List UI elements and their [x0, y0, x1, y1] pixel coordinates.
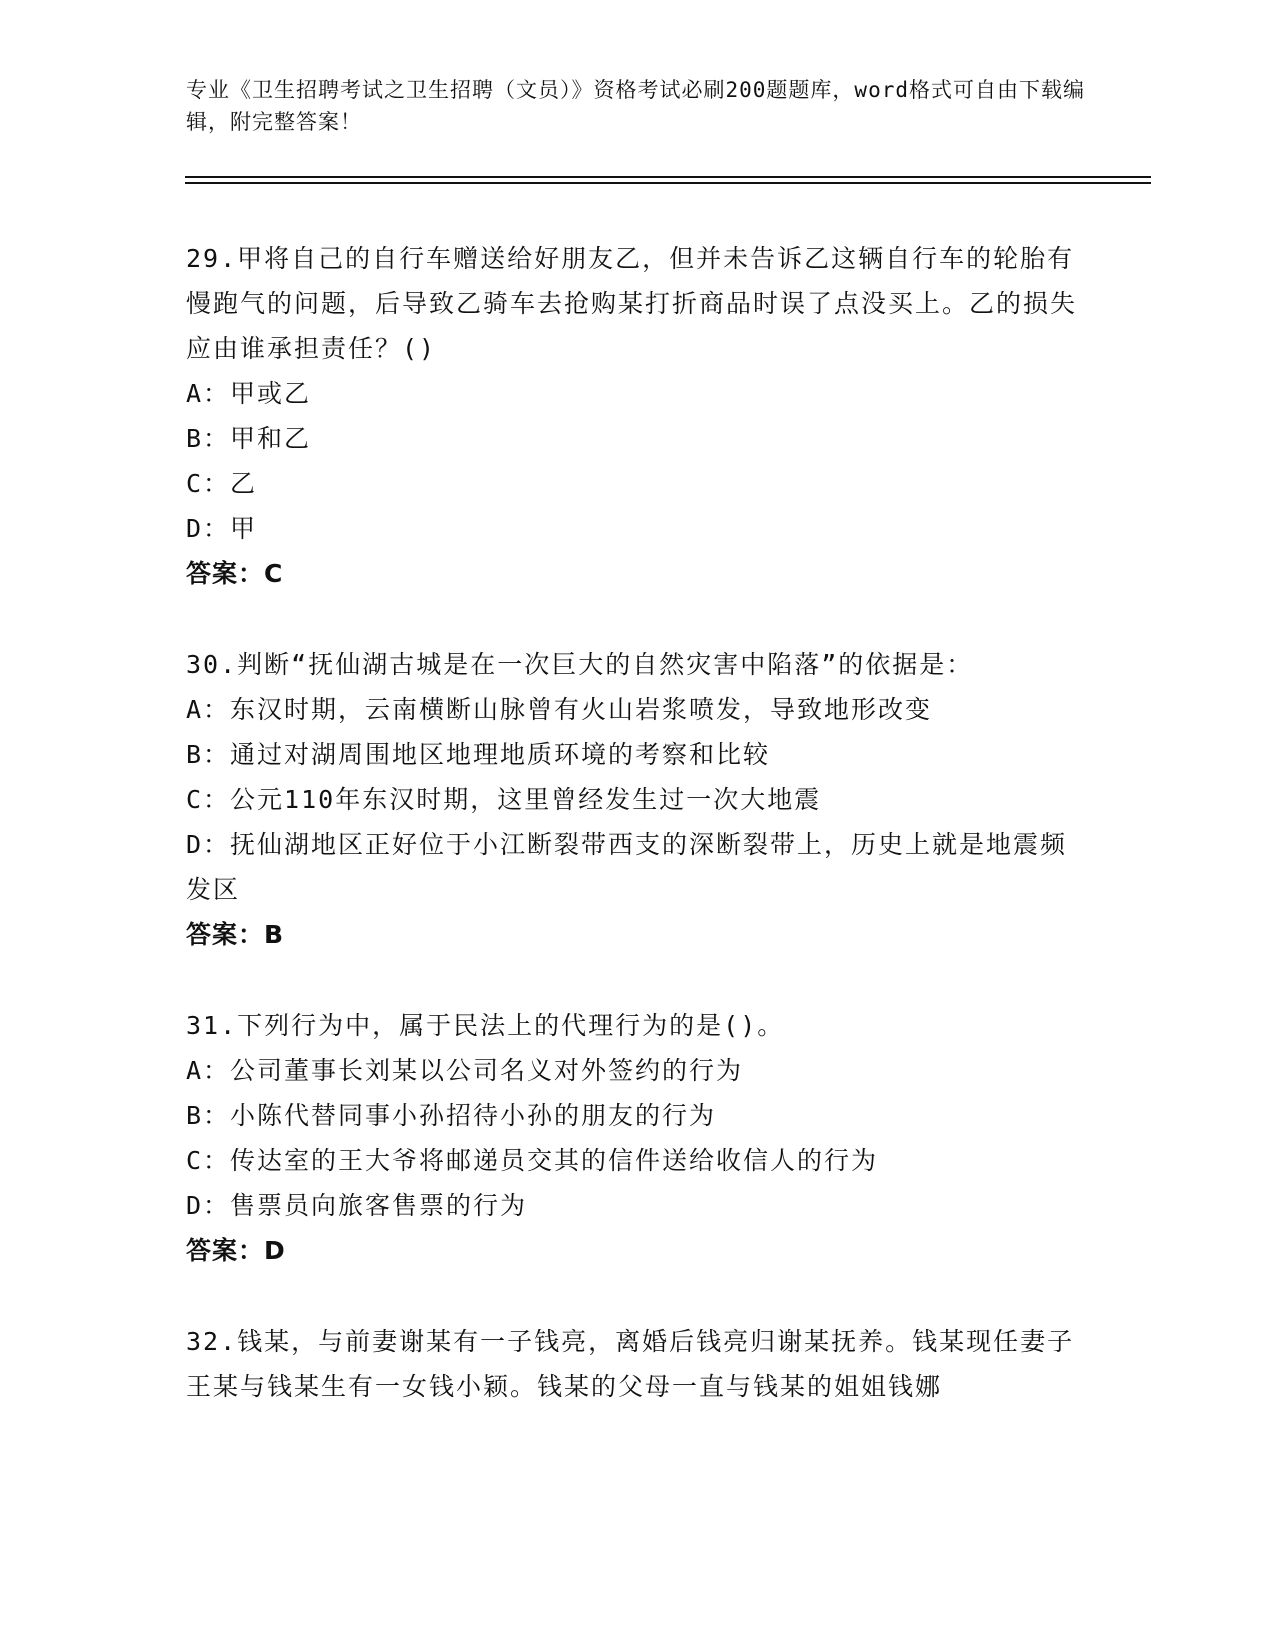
question-text: 29.甲将自己的自行车赠送给好朋友乙，但并未告诉乙这辆自行车的轮胎有慢跑气的问题，后导致乙骑车去抢购某打折商品时误了点没买上。乙的损失应由谁承担责任？(): [186, 244, 1078, 363]
question-30: [186, 642, 1086, 957]
header-divider-bottom: [185, 182, 1151, 184]
option-c: C：传达室的王大爷将邮递员交其的信件送给收信人的行为: [186, 1146, 879, 1175]
option-b: B：甲和乙: [186, 424, 312, 453]
option-b: B：小陈代替同事小孙招待小孙的朋友的行为: [186, 1101, 717, 1130]
option-a: A：东汉时期，云南横断山脉曾有火山岩浆喷发，导致地形改变: [186, 695, 933, 724]
option-a: A：公司董事长刘某以公司名义对外签约的行为: [186, 1056, 744, 1085]
option-b: B：通过对湖周围地区地理地质环境的考察和比较: [186, 740, 771, 769]
question-text: 32.钱某，与前妻谢某有一子钱亮，离婚后钱亮归谢某抚养。钱某现任妻子王某与钱某生有一女钱小颖。钱某的父母一直与钱某的姐姐钱娜: [186, 1327, 1075, 1401]
question-31: [186, 1003, 1086, 1273]
question-text: 31.下列行为中，属于民法上的代理行为的是()。: [186, 1011, 785, 1040]
question-text: 30.判断“抚仙湖古城是在一次巨大的自然灾害中陷落”的依据是：: [186, 650, 974, 679]
option-a: A：甲或乙: [186, 379, 312, 408]
option-d: D：甲: [186, 514, 258, 543]
document-header: 专业《卫生招聘考试之卫生招聘（文员）》资格考试必刷200题题库，word格式可自由下载编辑，附完整答案！: [186, 78, 1085, 134]
option-c: C：公元110年东汉时期，这里曾经发生过一次大地震: [186, 785, 822, 814]
option-d: D：售票员向旅客售票的行为: [186, 1191, 528, 1220]
question-list: [186, 236, 1086, 1455]
question-29: [186, 236, 1086, 596]
answer-label: 答案：C: [186, 559, 284, 588]
option-d: D：抚仙湖地区正好位于小江断裂带西支的深断裂带上，历史上就是地震频发区: [186, 830, 1068, 904]
header-divider-top: [185, 176, 1151, 178]
answer-label: 答案：D: [186, 1236, 286, 1265]
question-32: [186, 1319, 1086, 1409]
option-c: C：乙: [186, 469, 258, 498]
answer-label: 答案：B: [186, 920, 285, 949]
